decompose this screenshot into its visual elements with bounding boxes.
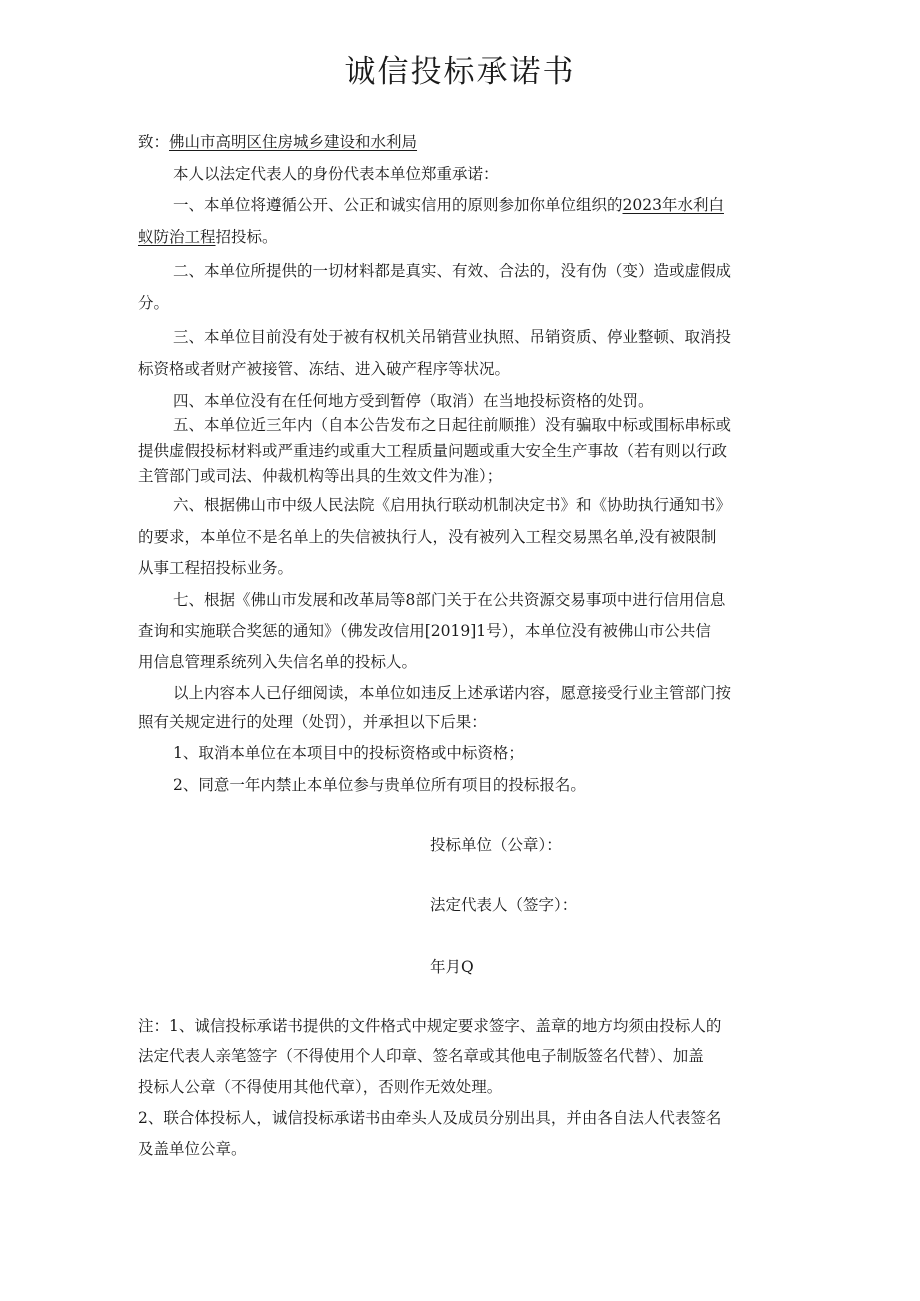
recipient-prefix: 致： <box>138 133 170 151</box>
pledge-5-line-1: 五、本单位近三年内（自本公告发布之日起往前顺推）没有骗取中标或围标串标或 <box>173 416 732 434</box>
pledge-3-line-2: 标资格或者财产被接管、冻结、进入破产程序等状况。 <box>138 360 511 378</box>
note-2-line-2: 及盖单位公章。 <box>138 1140 247 1158</box>
project-name-part-1: 2023年水利白 <box>622 196 724 214</box>
pledge-1-text: 一、本单位将遵循公开、公正和诚实信用的原则参加你单位组织的 <box>173 196 623 214</box>
pledge-5-line-2: 提供虚假投标材料或严重违约或重大工程质量问题或重大安全生产事故（若有则以行政 <box>138 442 728 460</box>
recipient-name: 佛山市高明区住房城乡建设和水利局 <box>169 133 418 151</box>
consequence-2: 2、同意一年内禁止本单位参与贵单位所有项目的投标报名。 <box>173 776 586 794</box>
pledge-6-line-3: 从事工程招投标业务。 <box>138 559 294 577</box>
bidder-seal-label: 投标单位（公章）： <box>430 836 562 854</box>
note-1-line-3: 投标人公章（不得使用其他代章），否则作无效处理。 <box>138 1078 503 1096</box>
consequence-intro-line-1: 以上内容本人已仔细阅读，本单位如违反上述承诺内容，愿意接受行业主管部门按 <box>173 684 732 702</box>
note-2-line-1: 2、联合体投标人，诚信投标承诺书由牵头人及成员分别出具，并由各自法人代表签名 <box>138 1109 722 1127</box>
pledge-7-line-2: 查询和实施联合奖惩的通知》（佛发改信用[2019]1号），本单位没有被佛山市公共信 <box>138 622 711 640</box>
document-title: 诚信投标承诺书 <box>344 54 576 90</box>
consequence-intro-line-2: 照有关规定进行的处理（处罚），并承担以下后果： <box>138 713 487 731</box>
pledge-2-line-2: 分。 <box>138 294 170 312</box>
pledge-4-line-1: 四、本单位没有在任何地方受到暂停（取消）在当地投标资格的处罚。 <box>173 392 654 410</box>
recipient-line <box>138 131 417 153</box>
note-1-line-2: 法定代表人亲笔签字（不得使用个人印章、签名章或其他电子制版签名代替）、加盖 <box>138 1047 704 1065</box>
pledge-7-line-3: 用信息管理系统列入失信名单的投标人。 <box>138 653 418 671</box>
pledge-7-line-1: 七、根据《佛山市发展和改革局等8部门关于在公共资源交易事项中进行信用信息 <box>173 591 726 609</box>
pledge-1-line-2 <box>138 226 278 248</box>
project-name-part-2: 蚁防治工程 <box>138 228 216 246</box>
pledge-3-line-1: 三、本单位目前没有处于被有权机关吊销营业执照、吊销资质、停业整顿、取消投 <box>173 328 732 346</box>
date-label: 年月Q <box>430 958 474 976</box>
legal-representative-signature-label: 法定代表人（签字）： <box>430 896 578 914</box>
note-1-line-1: 注：1、诚信投标承诺书提供的文件格式中规定要求签字、盖章的地方均须由投标人的 <box>138 1017 722 1035</box>
pledge-6-line-1: 六、根据佛山市中级人民法院《启用执行联动机制决定书》和《协助执行通知书》 <box>173 496 732 514</box>
pledge-1-ending: 招投标。 <box>215 228 278 246</box>
pledge-1-line-1 <box>173 194 724 216</box>
pledge-2-line-1: 二、本单位所提供的一切材料都是真实、有效、合法的，没有伪（变）造或虚假成 <box>173 262 732 280</box>
consequence-1: 1、取消本单位在本项目中的投标资格或中标资格； <box>173 744 524 762</box>
pledge-5-line-3: 主管部门或司法、仲裁机构等出具的生效文件为准）； <box>138 467 503 485</box>
pledge-6-line-2: 的要求，本单位不是名单上的失信被执行人，没有被列入工程交易黑名单,没有被限制 <box>138 528 717 546</box>
intro-statement: 本人以法定代表人的身份代表本单位郑重承诺： <box>173 165 499 183</box>
